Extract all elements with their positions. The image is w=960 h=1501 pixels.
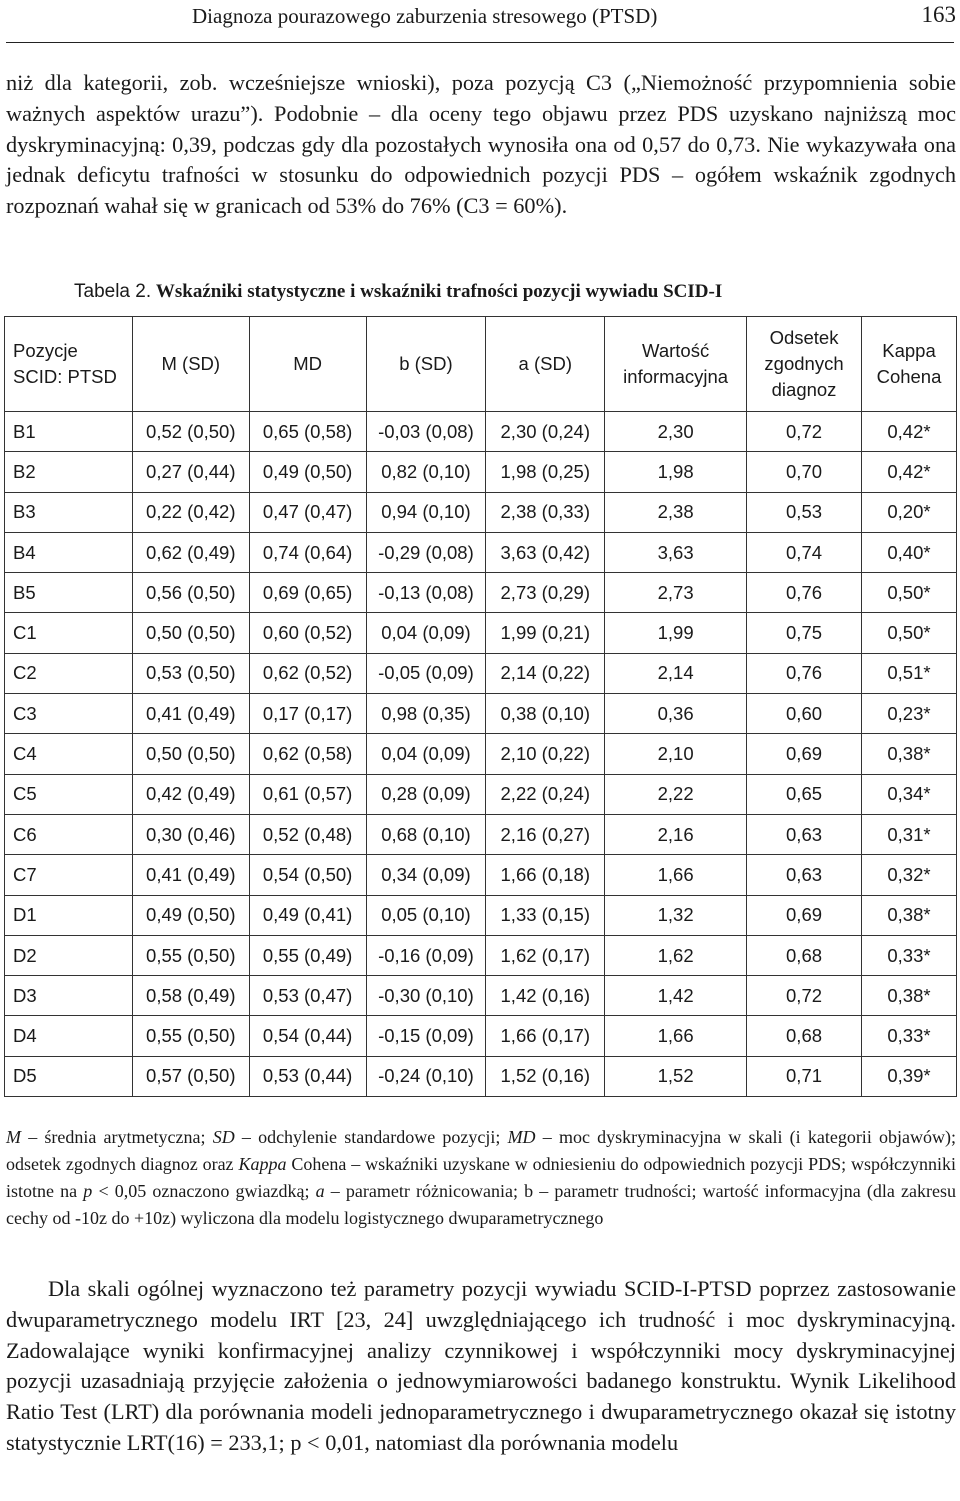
table-cell: 0,76: [747, 573, 862, 613]
row-label: B5: [5, 573, 133, 613]
table-cell: 1,52: [605, 1056, 747, 1096]
table-cell: 0,33*: [861, 1016, 956, 1056]
table-row: [5, 492, 957, 532]
table-row: [5, 694, 957, 734]
table-cell: 0,72: [747, 976, 862, 1016]
table-cell: 2,30 (0,24): [486, 412, 605, 452]
table-row: [5, 774, 957, 814]
notes-part: – moc dyskryminacyjna w skali (i kategorii objawów); odsetek zgodnych diagnoz oraz: [6, 1127, 956, 1174]
table-cell: 0,61 (0,57): [249, 774, 366, 814]
notes-part: a: [315, 1181, 325, 1201]
table-cell: 0,50*: [861, 573, 956, 613]
table-cell: 0,42*: [861, 412, 956, 452]
notes-part: – odchylenie standardowe pozycji;: [234, 1127, 508, 1147]
table-header-row: [5, 317, 957, 412]
row-label: D5: [5, 1056, 133, 1096]
table-cell: 0,53 (0,47): [249, 976, 366, 1016]
table-cell: 0,57 (0,50): [132, 1056, 249, 1096]
table-cell: 1,33 (0,15): [486, 895, 605, 935]
notes-part: – parametr różnicowania; b – parametr trudności; wartość informacyjna (dla zakresu cechy od -10z do +10z) wyliczona dla modelu logistycznego dwuparametrycznego: [6, 1181, 957, 1228]
row-label: C3: [5, 694, 133, 734]
table-cell: 0,54 (0,44): [249, 1016, 366, 1056]
table-cell: 0,69: [747, 734, 862, 774]
table-cell: 0,56 (0,50): [132, 573, 249, 613]
notes-part: M: [6, 1127, 21, 1147]
table-cell: 0,62 (0,58): [249, 734, 366, 774]
table-cell: 0,36: [605, 694, 747, 734]
body-paragraph-1: niż dla kategorii, zob. wcześniejsze wnioski), poza pozycją C3 („Niemożność przypomnienia sobie ważnych aspektów urazu”). Podobnie – dla oceny tego objawu przez PDS uzyskano najniższą moc dyskryminacyjną: 0,39, podczas gdy dla pozostałych wynosiła ona od 0,57 do 0,73. Nie wykazywała ona jednak deficytu trafności w stosunku do odpowiednich pozycji PDS – ogółem wskaźnik zgodnych rozpoznań wahał się w granicach od 53% do 76% (C3 = 60%).: [6, 70, 956, 219]
table-cell: 2,10 (0,22): [486, 734, 605, 774]
notes-part: p: [83, 1181, 93, 1201]
table-cell: 0,04 (0,09): [366, 734, 486, 774]
row-label: C7: [5, 855, 133, 895]
header-b-sd: b (SD): [366, 317, 486, 412]
table-cell: 0,72: [747, 412, 862, 452]
table-cell: -0,03 (0,08): [366, 412, 486, 452]
table-cell: -0,15 (0,09): [366, 1016, 486, 1056]
page-header: [0, 0, 960, 46]
table-cell: 0,60 (0,52): [249, 613, 366, 653]
notes-part: – średnia arytmetyczna;: [21, 1127, 213, 1147]
table-cell: 0,34*: [861, 774, 956, 814]
table-cell: 2,73: [605, 573, 747, 613]
table-cell: 0,32*: [861, 855, 956, 895]
table-cell: 0,34 (0,09): [366, 855, 486, 895]
table-cell: 2,14: [605, 653, 747, 693]
table-cell: 0,82 (0,10): [366, 452, 486, 492]
row-label: C1: [5, 613, 133, 653]
table-cell: -0,30 (0,10): [366, 976, 486, 1016]
table-row: [5, 412, 957, 452]
table-row: [5, 613, 957, 653]
header-mean-sd: M (SD): [132, 317, 249, 412]
table-cell: 0,68 (0,10): [366, 814, 486, 854]
table-cell: 0,63: [747, 814, 862, 854]
table-cell: 0,98 (0,35): [366, 694, 486, 734]
table-cell: -0,29 (0,08): [366, 532, 486, 572]
table-cell: 0,55 (0,50): [132, 935, 249, 975]
table-cell: 0,54 (0,50): [249, 855, 366, 895]
table-cell: 0,22 (0,42): [132, 492, 249, 532]
table-cell: 2,30: [605, 412, 747, 452]
table-cell: 0,38*: [861, 895, 956, 935]
row-label: C4: [5, 734, 133, 774]
table-cell: 1,32: [605, 895, 747, 935]
table-cell: 0,62 (0,49): [132, 532, 249, 572]
table-cell: 0,68: [747, 1016, 862, 1056]
table-cell: 2,22 (0,24): [486, 774, 605, 814]
header-agreement-rate: Odsetek zgodnych diagnoz: [747, 317, 862, 412]
table-cell: 0,38*: [861, 734, 956, 774]
row-label: C6: [5, 814, 133, 854]
table-cell: 2,38 (0,33): [486, 492, 605, 532]
table-cell: 0,50 (0,50): [132, 613, 249, 653]
table-cell: 0,41 (0,49): [132, 855, 249, 895]
table-cell: 0,49 (0,50): [249, 452, 366, 492]
notes-part: MD: [507, 1127, 536, 1147]
header-a-sd: a (SD): [486, 317, 605, 412]
table-cell: 0,38 (0,10): [486, 694, 605, 734]
notes-part: Cohena – wskaźniki uzyskane w odniesieniu do odpowiednich pozycji PDS; współczynniki istotne na: [6, 1154, 956, 1201]
table-cell: 0,65 (0,58): [249, 412, 366, 452]
row-label: C2: [5, 653, 133, 693]
table-cell: 0,23*: [861, 694, 956, 734]
table-cell: 1,62: [605, 935, 747, 975]
header-information-value: Wartość informacyjna: [605, 317, 747, 412]
header-kappa: Kappa Cohena: [861, 317, 956, 412]
row-label: D4: [5, 1016, 133, 1056]
table-cell: 3,63 (0,42): [486, 532, 605, 572]
table-row: [5, 935, 957, 975]
row-label: D2: [5, 935, 133, 975]
table-cell: 1,99: [605, 613, 747, 653]
table-cell: 1,98: [605, 452, 747, 492]
notes-part: Kappa: [238, 1154, 287, 1174]
table-cell: 0,58 (0,49): [132, 976, 249, 1016]
table-cell: 0,30 (0,46): [132, 814, 249, 854]
table-cell: 0,04 (0,09): [366, 613, 486, 653]
table-cell: -0,24 (0,10): [366, 1056, 486, 1096]
table-cell: 0,52 (0,50): [132, 412, 249, 452]
table-notes: [6, 1124, 956, 1232]
row-label: B3: [5, 492, 133, 532]
table-row: [5, 734, 957, 774]
row-label: C5: [5, 774, 133, 814]
table-cell: 2,73 (0,29): [486, 573, 605, 613]
table-cell: 0,50*: [861, 613, 956, 653]
table-cell: -0,16 (0,09): [366, 935, 486, 975]
table-cell: 2,10: [605, 734, 747, 774]
table-cell: 0,94 (0,10): [366, 492, 486, 532]
table-cell: 1,42 (0,16): [486, 976, 605, 1016]
row-label: B4: [5, 532, 133, 572]
table-cell: 0,42*: [861, 452, 956, 492]
table-cell: 1,52 (0,16): [486, 1056, 605, 1096]
table-row: [5, 855, 957, 895]
table-cell: 0,20*: [861, 492, 956, 532]
table-cell: 0,53 (0,50): [132, 653, 249, 693]
table-cell: 3,63: [605, 532, 747, 572]
table-cell: 0,17 (0,17): [249, 694, 366, 734]
table-cell: 0,28 (0,09): [366, 774, 486, 814]
table-row: [5, 573, 957, 613]
table-cell: 0,49 (0,41): [249, 895, 366, 935]
table-cell: -0,05 (0,09): [366, 653, 486, 693]
table-cell: 0,75: [747, 613, 862, 653]
table-cell: 0,68: [747, 935, 862, 975]
table-cell: 0,71: [747, 1056, 862, 1096]
row-label: D1: [5, 895, 133, 935]
table-cell: 0,76: [747, 653, 862, 693]
table-cell: 0,05 (0,10): [366, 895, 486, 935]
table-row: [5, 452, 957, 492]
table-cell: 1,42: [605, 976, 747, 1016]
table-row: [5, 814, 957, 854]
row-label: D3: [5, 976, 133, 1016]
table-cell: 0,55 (0,50): [132, 1016, 249, 1056]
table-cell: 0,33*: [861, 935, 956, 975]
row-label: B1: [5, 412, 133, 452]
table-cell: 0,55 (0,49): [249, 935, 366, 975]
table-cell: 0,40*: [861, 532, 956, 572]
table-row: [5, 1016, 957, 1056]
table-cell: 1,66: [605, 1016, 747, 1056]
results-table: [4, 316, 957, 1097]
table-cell: 0,62 (0,52): [249, 653, 366, 693]
table-cell: 0,47 (0,47): [249, 492, 366, 532]
table-row: [5, 895, 957, 935]
table-row: [5, 976, 957, 1016]
table-cell: 0,42 (0,49): [132, 774, 249, 814]
table-row: [5, 532, 957, 572]
table-cell: 1,66: [605, 855, 747, 895]
table-cell: 2,38: [605, 492, 747, 532]
table-cell: 0,31*: [861, 814, 956, 854]
header-items: Pozycje SCID: PTSD: [5, 317, 133, 412]
table-cell: 0,69 (0,65): [249, 573, 366, 613]
table-cell: 0,69: [747, 895, 862, 935]
table-cell: 0,39*: [861, 1056, 956, 1096]
table-cell: 0,53 (0,44): [249, 1056, 366, 1096]
table-cell: 0,41 (0,49): [132, 694, 249, 734]
table-row: [5, 653, 957, 693]
table-cell: 0,74 (0,64): [249, 532, 366, 572]
page-number: 163: [921, 2, 956, 27]
table-cell: 0,52 (0,48): [249, 814, 366, 854]
row-label: B2: [5, 452, 133, 492]
table-row: [5, 1056, 957, 1096]
table-caption: [74, 281, 722, 303]
table-caption-label: Tabela 2.: [74, 281, 152, 302]
table-cell: 0,53: [747, 492, 862, 532]
running-title: Diagnoza pourazowego zaburzenia stresowego (PTSD): [192, 4, 658, 28]
table-cell: 1,99 (0,21): [486, 613, 605, 653]
table-cell: 1,62 (0,17): [486, 935, 605, 975]
table-cell: 0,74: [747, 532, 862, 572]
table-cell: 0,38*: [861, 976, 956, 1016]
table-cell: 1,98 (0,25): [486, 452, 605, 492]
header-md: MD: [249, 317, 366, 412]
table-caption-title: Wskaźniki statystyczne i wskaźniki trafności pozycji wywiadu SCID-I: [155, 281, 723, 302]
header-rule: [6, 42, 954, 43]
table-body: [5, 412, 957, 1097]
table-cell: 0,50 (0,50): [132, 734, 249, 774]
notes-part: < 0,05 oznaczono gwiazdką;: [92, 1181, 316, 1201]
table-cell: 1,66 (0,17): [486, 1016, 605, 1056]
table-cell: 2,14 (0,22): [486, 653, 605, 693]
table-cell: 0,51*: [861, 653, 956, 693]
table-cell: 2,16: [605, 814, 747, 854]
table-cell: 0,65: [747, 774, 862, 814]
table-cell: 0,60: [747, 694, 862, 734]
table-cell: 1,66 (0,18): [486, 855, 605, 895]
body-paragraph-2: Dla skali ogólnej wyznaczono też parametry pozycji wywiadu SCID-I-PTSD poprzez zastosowanie dwuparametrycznego modelu IRT [23, 24] uwzględniającego ich trudność i moc dyskryminacyjną. Zadowalające wyniki konfirmacyjnej analizy czynnikowej i współczynniki mocy dyskryminacyjnej pozycji uzasadniają przyjęcie założenia o jednowymiarowości badanego konstruktu. Wynik Likelihood Ratio Test (LRT) dla porównania modeli jednoparametrycznego i dwuparametrycznego okazał się istotny statystycznie LRT(16) = 233,1; p < 0,01, natomiast dla porównania modelu: [6, 1276, 956, 1455]
table-cell: 0,27 (0,44): [132, 452, 249, 492]
notes-part: SD: [212, 1127, 235, 1147]
table-cell: 2,22: [605, 774, 747, 814]
table-cell: -0,13 (0,08): [366, 573, 486, 613]
table-cell: 0,70: [747, 452, 862, 492]
table-cell: 2,16 (0,27): [486, 814, 605, 854]
table-cell: 0,63: [747, 855, 862, 895]
table-cell: 0,49 (0,50): [132, 895, 249, 935]
